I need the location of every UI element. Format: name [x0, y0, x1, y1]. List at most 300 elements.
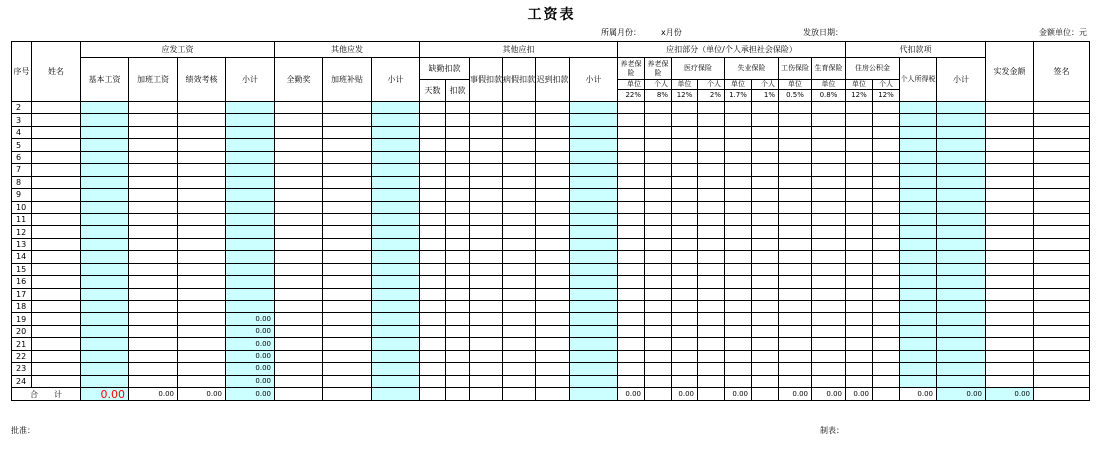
row-subtotal-cell[interactable]: [226, 102, 275, 114]
row-cell[interactable]: [536, 276, 570, 288]
row-cell[interactable]: [779, 313, 812, 325]
row-cell[interactable]: [937, 251, 986, 263]
row-cell[interactable]: [420, 263, 446, 275]
row-cell[interactable]: [503, 176, 536, 188]
row-cell[interactable]: [372, 139, 420, 151]
row-cell[interactable]: [618, 213, 645, 225]
row-cell[interactable]: [698, 350, 725, 362]
row-cell[interactable]: [536, 176, 570, 188]
row-subtotal-cell[interactable]: 0.00: [226, 350, 275, 362]
row-cell[interactable]: [275, 338, 323, 350]
row-cell[interactable]: [986, 126, 1034, 138]
row-cell[interactable]: [873, 139, 900, 151]
row-cell[interactable]: [846, 375, 873, 387]
row-cell[interactable]: [645, 338, 672, 350]
total-cell[interactable]: [470, 388, 503, 401]
row-cell[interactable]: [937, 375, 986, 387]
row-cell[interactable]: [698, 325, 725, 337]
row-cell[interactable]: [812, 238, 846, 250]
row-cell[interactable]: [779, 263, 812, 275]
row-cell[interactable]: [937, 288, 986, 300]
row-cell[interactable]: [900, 201, 937, 213]
row-cell[interactable]: [752, 350, 779, 362]
row-cell[interactable]: [178, 238, 226, 250]
row-cell[interactable]: [618, 350, 645, 362]
row-cell[interactable]: [372, 375, 420, 387]
row-cell[interactable]: [129, 238, 178, 250]
row-subtotal-cell[interactable]: 0.00: [226, 325, 275, 337]
row-cell[interactable]: [503, 226, 536, 238]
row-cell[interactable]: [672, 251, 698, 263]
row-cell[interactable]: [129, 114, 178, 126]
row-cell[interactable]: [752, 213, 779, 225]
row-cell[interactable]: [323, 176, 372, 188]
row-cell[interactable]: [446, 363, 470, 375]
row-cell[interactable]: [672, 238, 698, 250]
total-cell[interactable]: [323, 388, 372, 401]
row-cell[interactable]: [672, 350, 698, 362]
row-cell[interactable]: [1034, 201, 1090, 213]
row-cell[interactable]: [779, 164, 812, 176]
row-cell[interactable]: [812, 288, 846, 300]
row-cell[interactable]: [470, 164, 503, 176]
row-cell[interactable]: [470, 313, 503, 325]
row-cell[interactable]: [503, 139, 536, 151]
row-cell[interactable]: [470, 139, 503, 151]
row-seq-cell[interactable]: 16: [12, 276, 32, 288]
row-seq-cell[interactable]: 14: [12, 251, 32, 263]
row-cell[interactable]: [503, 238, 536, 250]
row-subtotal-cell[interactable]: [226, 251, 275, 263]
row-cell[interactable]: [900, 164, 937, 176]
row-cell[interactable]: [986, 288, 1034, 300]
row-cell[interactable]: [178, 201, 226, 213]
row-cell[interactable]: [873, 102, 900, 114]
row-cell[interactable]: [470, 114, 503, 126]
row-cell[interactable]: [846, 350, 873, 362]
row-cell[interactable]: [420, 226, 446, 238]
row-cell[interactable]: [618, 313, 645, 325]
row-cell[interactable]: [900, 263, 937, 275]
row-cell[interactable]: [1034, 251, 1090, 263]
total-cell[interactable]: [420, 388, 446, 401]
row-cell[interactable]: [698, 226, 725, 238]
row-cell[interactable]: [372, 189, 420, 201]
row-cell[interactable]: [698, 189, 725, 201]
total-overtime[interactable]: 0.00: [129, 388, 178, 401]
row-cell[interactable]: [323, 338, 372, 350]
row-cell[interactable]: [81, 251, 129, 263]
row-seq-cell[interactable]: 24: [12, 375, 32, 387]
row-cell[interactable]: [470, 213, 503, 225]
row-cell[interactable]: [81, 363, 129, 375]
row-cell[interactable]: [420, 164, 446, 176]
row-cell[interactable]: [1034, 288, 1090, 300]
row-cell[interactable]: [937, 338, 986, 350]
row-cell[interactable]: [698, 263, 725, 275]
total-base-salary[interactable]: 0.00: [81, 388, 129, 401]
row-cell[interactable]: [937, 226, 986, 238]
row-cell[interactable]: [698, 313, 725, 325]
row-cell[interactable]: [275, 363, 323, 375]
row-seq-cell[interactable]: 4: [12, 126, 32, 138]
row-cell[interactable]: [470, 350, 503, 362]
row-cell[interactable]: [846, 301, 873, 313]
row-cell[interactable]: [846, 325, 873, 337]
row-cell[interactable]: [570, 363, 618, 375]
row-cell[interactable]: [900, 276, 937, 288]
row-subtotal-cell[interactable]: [226, 189, 275, 201]
row-subtotal-cell[interactable]: [226, 201, 275, 213]
row-cell[interactable]: [275, 213, 323, 225]
row-subtotal-cell[interactable]: [226, 176, 275, 188]
row-cell[interactable]: [275, 114, 323, 126]
row-cell[interactable]: [900, 213, 937, 225]
row-cell[interactable]: [812, 301, 846, 313]
row-cell[interactable]: [725, 238, 752, 250]
row-cell[interactable]: [81, 226, 129, 238]
row-cell[interactable]: [129, 176, 178, 188]
row-cell[interactable]: [446, 350, 470, 362]
row-cell[interactable]: [178, 276, 226, 288]
row-cell[interactable]: [372, 126, 420, 138]
row-cell[interactable]: [129, 325, 178, 337]
row-cell[interactable]: [503, 375, 536, 387]
row-cell[interactable]: [420, 338, 446, 350]
row-cell[interactable]: [420, 102, 446, 114]
row-cell[interactable]: [900, 151, 937, 163]
row-cell[interactable]: [81, 213, 129, 225]
row-cell[interactable]: [178, 301, 226, 313]
row-cell[interactable]: [446, 164, 470, 176]
row-cell[interactable]: [420, 114, 446, 126]
row-cell[interactable]: [536, 151, 570, 163]
row-cell[interactable]: [779, 238, 812, 250]
row-cell[interactable]: [420, 201, 446, 213]
row-cell[interactable]: [1034, 102, 1090, 114]
row-cell[interactable]: [536, 201, 570, 213]
row-cell[interactable]: [178, 251, 226, 263]
row-subtotal-cell[interactable]: [226, 263, 275, 275]
row-cell[interactable]: [873, 338, 900, 350]
row-cell[interactable]: [470, 102, 503, 114]
row-cell[interactable]: [698, 276, 725, 288]
row-cell[interactable]: [752, 164, 779, 176]
row-cell[interactable]: [372, 350, 420, 362]
row-cell[interactable]: [81, 139, 129, 151]
row-seq-cell[interactable]: 20: [12, 325, 32, 337]
row-cell[interactable]: [275, 238, 323, 250]
row-cell[interactable]: [900, 363, 937, 375]
row-cell[interactable]: [323, 151, 372, 163]
row-cell[interactable]: [618, 201, 645, 213]
row-cell[interactable]: [1034, 114, 1090, 126]
row-cell[interactable]: [986, 226, 1034, 238]
row-cell[interactable]: [1034, 301, 1090, 313]
row-seq-cell[interactable]: 19: [12, 313, 32, 325]
row-cell[interactable]: [420, 176, 446, 188]
row-cell[interactable]: [178, 189, 226, 201]
row-cell[interactable]: [323, 201, 372, 213]
row-cell[interactable]: [323, 276, 372, 288]
row-cell[interactable]: [420, 276, 446, 288]
row-cell[interactable]: [275, 301, 323, 313]
row-cell[interactable]: [503, 151, 536, 163]
row-cell[interactable]: [570, 151, 618, 163]
row-cell[interactable]: [900, 238, 937, 250]
row-cell[interactable]: [725, 276, 752, 288]
row-cell[interactable]: [725, 325, 752, 337]
row-cell[interactable]: [1034, 189, 1090, 201]
row-cell[interactable]: [986, 238, 1034, 250]
row-cell[interactable]: [698, 301, 725, 313]
row-cell[interactable]: [470, 375, 503, 387]
row-cell[interactable]: [178, 263, 226, 275]
row-cell[interactable]: [536, 189, 570, 201]
row-cell[interactable]: [129, 226, 178, 238]
row-cell[interactable]: [81, 164, 129, 176]
total-pension[interactable]: 0.00: [618, 388, 645, 401]
row-cell[interactable]: [645, 313, 672, 325]
row-cell[interactable]: [323, 126, 372, 138]
row-cell[interactable]: [725, 139, 752, 151]
row-cell[interactable]: [779, 288, 812, 300]
row-cell[interactable]: [752, 251, 779, 263]
row-cell[interactable]: [752, 126, 779, 138]
total-cell[interactable]: [503, 388, 536, 401]
row-cell[interactable]: [446, 288, 470, 300]
row-cell[interactable]: [645, 301, 672, 313]
row-cell[interactable]: [470, 176, 503, 188]
row-cell[interactable]: [372, 102, 420, 114]
row-cell[interactable]: [618, 139, 645, 151]
row-cell[interactable]: [570, 226, 618, 238]
row-cell[interactable]: [645, 213, 672, 225]
row-cell[interactable]: [752, 238, 779, 250]
row-cell[interactable]: [846, 151, 873, 163]
row-cell[interactable]: [178, 126, 226, 138]
row-cell[interactable]: [323, 139, 372, 151]
row-cell[interactable]: [536, 338, 570, 350]
row-cell[interactable]: [752, 102, 779, 114]
row-cell[interactable]: [536, 375, 570, 387]
row-cell[interactable]: [752, 288, 779, 300]
row-cell[interactable]: [178, 338, 226, 350]
row-cell[interactable]: [420, 189, 446, 201]
row-cell[interactable]: [32, 213, 81, 225]
row-cell[interactable]: [446, 251, 470, 263]
row-cell[interactable]: [570, 139, 618, 151]
row-cell[interactable]: [618, 363, 645, 375]
row-cell[interactable]: [725, 288, 752, 300]
row-cell[interactable]: [645, 139, 672, 151]
row-cell[interactable]: [672, 102, 698, 114]
row-cell[interactable]: [873, 201, 900, 213]
row-cell[interactable]: [32, 313, 81, 325]
row-cell[interactable]: [275, 375, 323, 387]
row-cell[interactable]: [900, 325, 937, 337]
row-cell[interactable]: [420, 375, 446, 387]
row-cell[interactable]: [779, 213, 812, 225]
row-cell[interactable]: [32, 325, 81, 337]
row-cell[interactable]: [32, 139, 81, 151]
row-cell[interactable]: [779, 350, 812, 362]
row-cell[interactable]: [323, 164, 372, 176]
total-pay-subtotal[interactable]: 0.00: [226, 388, 275, 401]
row-cell[interactable]: [446, 313, 470, 325]
row-cell[interactable]: [503, 363, 536, 375]
row-cell[interactable]: [900, 226, 937, 238]
row-cell[interactable]: [986, 139, 1034, 151]
row-subtotal-cell[interactable]: [226, 238, 275, 250]
row-cell[interactable]: [618, 263, 645, 275]
row-cell[interactable]: [873, 251, 900, 263]
row-cell[interactable]: [420, 126, 446, 138]
row-cell[interactable]: [570, 325, 618, 337]
row-cell[interactable]: [986, 176, 1034, 188]
row-cell[interactable]: [986, 350, 1034, 362]
row-cell[interactable]: [1034, 176, 1090, 188]
row-cell[interactable]: [446, 151, 470, 163]
row-cell[interactable]: [618, 301, 645, 313]
row-subtotal-cell[interactable]: [226, 288, 275, 300]
row-cell[interactable]: [178, 350, 226, 362]
row-subtotal-cell[interactable]: 0.00: [226, 363, 275, 375]
row-cell[interactable]: [873, 350, 900, 362]
row-cell[interactable]: [937, 139, 986, 151]
row-cell[interactable]: [503, 126, 536, 138]
row-cell[interactable]: [812, 151, 846, 163]
row-cell[interactable]: [846, 189, 873, 201]
row-cell[interactable]: [812, 164, 846, 176]
row-cell[interactable]: [503, 313, 536, 325]
row-cell[interactable]: [900, 176, 937, 188]
row-cell[interactable]: [570, 375, 618, 387]
row-cell[interactable]: [372, 151, 420, 163]
row-cell[interactable]: [81, 102, 129, 114]
row-cell[interactable]: [1034, 126, 1090, 138]
row-seq-cell[interactable]: 6: [12, 151, 32, 163]
row-cell[interactable]: [672, 226, 698, 238]
row-cell[interactable]: [323, 375, 372, 387]
row-seq-cell[interactable]: 10: [12, 201, 32, 213]
row-cell[interactable]: [812, 363, 846, 375]
row-cell[interactable]: [503, 288, 536, 300]
row-cell[interactable]: [812, 226, 846, 238]
row-cell[interactable]: [752, 226, 779, 238]
row-cell[interactable]: [275, 276, 323, 288]
row-cell[interactable]: [986, 276, 1034, 288]
row-cell[interactable]: [645, 201, 672, 213]
row-cell[interactable]: [672, 139, 698, 151]
row-cell[interactable]: [812, 189, 846, 201]
row-cell[interactable]: [446, 276, 470, 288]
row-cell[interactable]: [570, 313, 618, 325]
row-cell[interactable]: [937, 350, 986, 362]
row-cell[interactable]: [1034, 363, 1090, 375]
row-cell[interactable]: [873, 325, 900, 337]
row-cell[interactable]: [937, 263, 986, 275]
row-cell[interactable]: [129, 213, 178, 225]
row-cell[interactable]: [986, 301, 1034, 313]
row-cell[interactable]: [275, 288, 323, 300]
row-cell[interactable]: [129, 126, 178, 138]
row-cell[interactable]: [698, 251, 725, 263]
row-cell[interactable]: [372, 338, 420, 350]
row-cell[interactable]: [446, 102, 470, 114]
row-cell[interactable]: [178, 114, 226, 126]
row-cell[interactable]: [937, 151, 986, 163]
row-cell[interactable]: [698, 114, 725, 126]
row-cell[interactable]: [32, 164, 81, 176]
row-cell[interactable]: [323, 263, 372, 275]
row-cell[interactable]: [372, 213, 420, 225]
row-cell[interactable]: [275, 325, 323, 337]
row-cell[interactable]: [536, 164, 570, 176]
row-cell[interactable]: [470, 301, 503, 313]
row-cell[interactable]: [570, 114, 618, 126]
row-seq-cell[interactable]: 12: [12, 226, 32, 238]
row-cell[interactable]: [178, 375, 226, 387]
row-cell[interactable]: [779, 189, 812, 201]
row-subtotal-cell[interactable]: [226, 213, 275, 225]
row-cell[interactable]: [986, 213, 1034, 225]
row-cell[interactable]: [446, 226, 470, 238]
row-cell[interactable]: [570, 301, 618, 313]
row-cell[interactable]: [725, 176, 752, 188]
row-cell[interactable]: [986, 164, 1034, 176]
row-cell[interactable]: [846, 114, 873, 126]
row-cell[interactable]: [779, 201, 812, 213]
row-cell[interactable]: [752, 114, 779, 126]
row-cell[interactable]: [900, 114, 937, 126]
row-cell[interactable]: [446, 325, 470, 337]
row-cell[interactable]: [1034, 263, 1090, 275]
row-cell[interactable]: [129, 251, 178, 263]
row-cell[interactable]: [725, 363, 752, 375]
row-cell[interactable]: [986, 313, 1034, 325]
row-cell[interactable]: [725, 313, 752, 325]
row-cell[interactable]: [420, 288, 446, 300]
row-cell[interactable]: [32, 176, 81, 188]
row-cell[interactable]: [32, 251, 81, 263]
row-cell[interactable]: [698, 375, 725, 387]
total-tax[interactable]: 0.00: [900, 388, 937, 401]
row-cell[interactable]: [725, 189, 752, 201]
row-cell[interactable]: [446, 338, 470, 350]
row-cell[interactable]: [846, 126, 873, 138]
row-cell[interactable]: [725, 201, 752, 213]
row-cell[interactable]: [323, 350, 372, 362]
row-cell[interactable]: [81, 263, 129, 275]
row-cell[interactable]: [372, 363, 420, 375]
row-cell[interactable]: [725, 301, 752, 313]
row-cell[interactable]: [846, 251, 873, 263]
row-cell[interactable]: [372, 164, 420, 176]
row-cell[interactable]: [779, 139, 812, 151]
row-cell[interactable]: [618, 238, 645, 250]
row-cell[interactable]: [846, 226, 873, 238]
row-cell[interactable]: [446, 238, 470, 250]
row-cell[interactable]: [81, 338, 129, 350]
row-cell[interactable]: [752, 313, 779, 325]
row-cell[interactable]: [129, 139, 178, 151]
row-cell[interactable]: [846, 201, 873, 213]
row-cell[interactable]: [672, 375, 698, 387]
row-cell[interactable]: [323, 288, 372, 300]
total-withhold-subtotal[interactable]: 0.00: [937, 388, 986, 401]
row-cell[interactable]: [81, 325, 129, 337]
